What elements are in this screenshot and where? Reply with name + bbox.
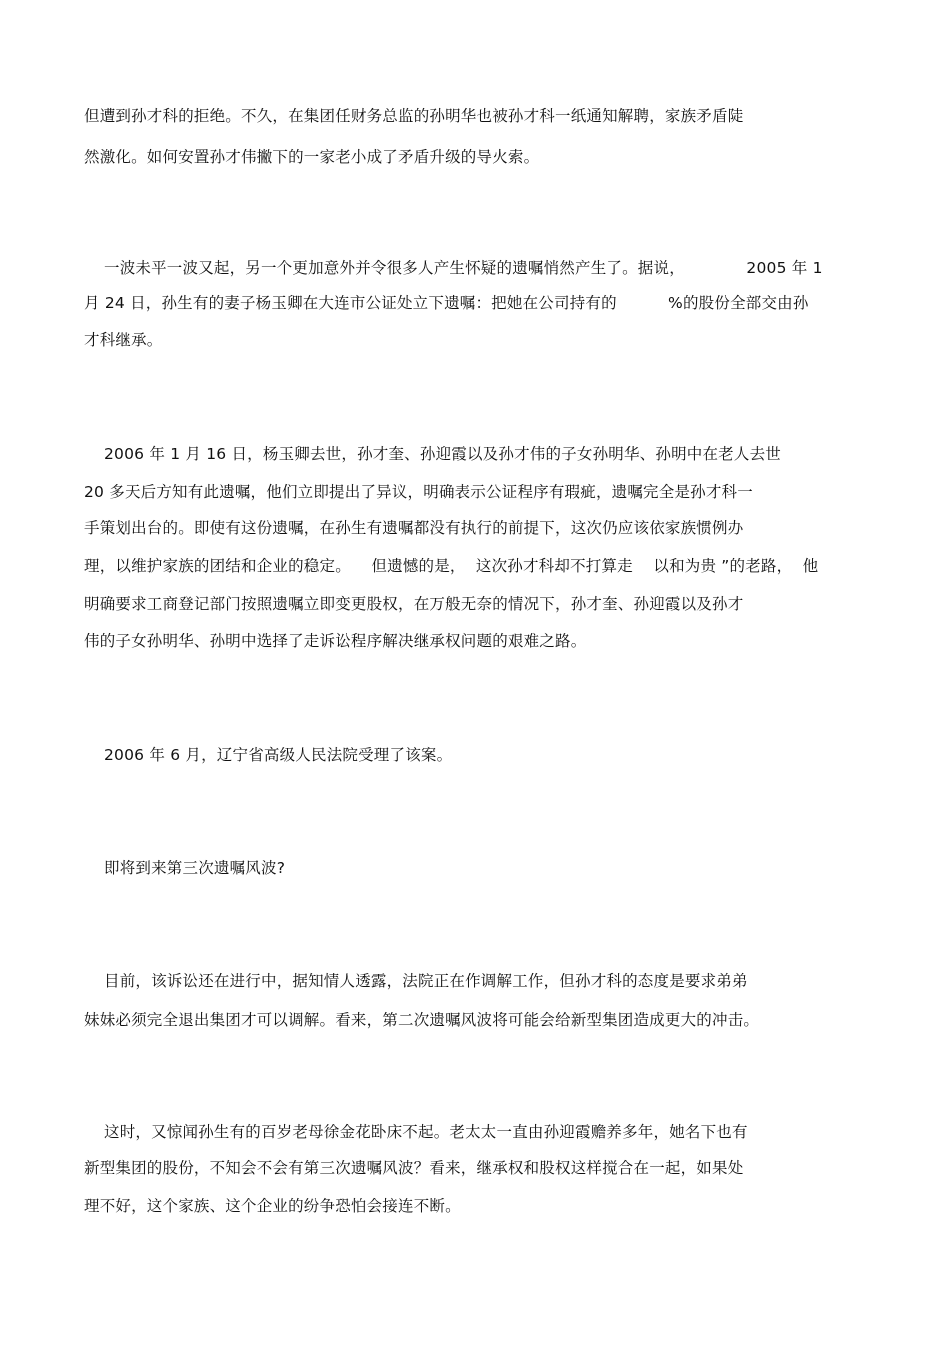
text-line: 2006 年 6 月，辽宁省高级人民法院受理了该案。: [104, 746, 453, 764]
section-subheading: 即将到来第三次遗嘱风波?: [104, 859, 286, 877]
text-line: 伟的子女孙明华、孙明中选择了走诉讼程序解决继承权问题的艰难之路。: [84, 632, 587, 650]
text-line: 2006 年 1 月 16 日，杨玉卿去世，孙才奎、孙迎霞以及孙才伟的子女孙明华、孙明中在老人去世: [104, 445, 781, 463]
text-line: 理，以维护家族的团结和企业的稳定。 但遗憾的是， 这次孙才科却不打算走 以和为贵 ”的老路， 他: [84, 557, 819, 575]
text-line: 手策划出台的。即使有这份遗嘱，在孙生有遗嘱都没有执行的前提下，这次仍应该依家族惯例办: [84, 519, 744, 537]
text-line: 然激化。如何安置孙才伟撇下的一家老小成了矛盾升级的导火索。: [84, 148, 540, 166]
text-line: 一波未平一波又起，另一个更加意外并令很多人产生怀疑的遗嘱悄然产生了。据说， 2005 年 1: [104, 259, 823, 277]
text-line: 这时，又惊闻孙生有的百岁老母徐金花卧床不起。老太太一直由孙迎霞赡养多年，她名下也有: [104, 1123, 748, 1141]
text-line: 才科继承。: [84, 331, 163, 349]
text-line: 目前，该诉讼还在进行中，据知情人透露，法院正在作调解工作，但孙才科的态度是要求弟弟: [104, 972, 748, 990]
text-line: 理不好，这个家族、这个企业的纷争恐怕会接连不断。: [84, 1197, 461, 1215]
text-line: 月 24 日，孙生有的妻子杨玉卿在大连市公证处立下遗嘱：把她在公司持有的 %的股份全部交由孙: [84, 294, 809, 312]
text-line: 20 多天后方知有此遗嘱，他们立即提出了异议，明确表示公证程序有瑕疵，遗嘱完全是孙才科一: [84, 483, 753, 501]
text-line: 但遭到孙才科的拒绝。不久，在集团任财务总监的孙明华也被孙才科一纸通知解聘，家族矛盾陡: [84, 107, 744, 125]
text-line: 明确要求工商登记部门按照遗嘱立即变更股权，在万般无奈的情况下，孙才奎、孙迎霞以及孙才: [84, 595, 744, 613]
text-line: 新型集团的股份，不知会不会有第三次遗嘱风波？看来，继承权和股权这样搅合在一起，如果处: [84, 1159, 744, 1177]
text-line: 妹妹必须完全退出集团才可以调解。看来，第二次遗嘱风波将可能会给新型集团造成更大的冲击。: [84, 1011, 760, 1029]
